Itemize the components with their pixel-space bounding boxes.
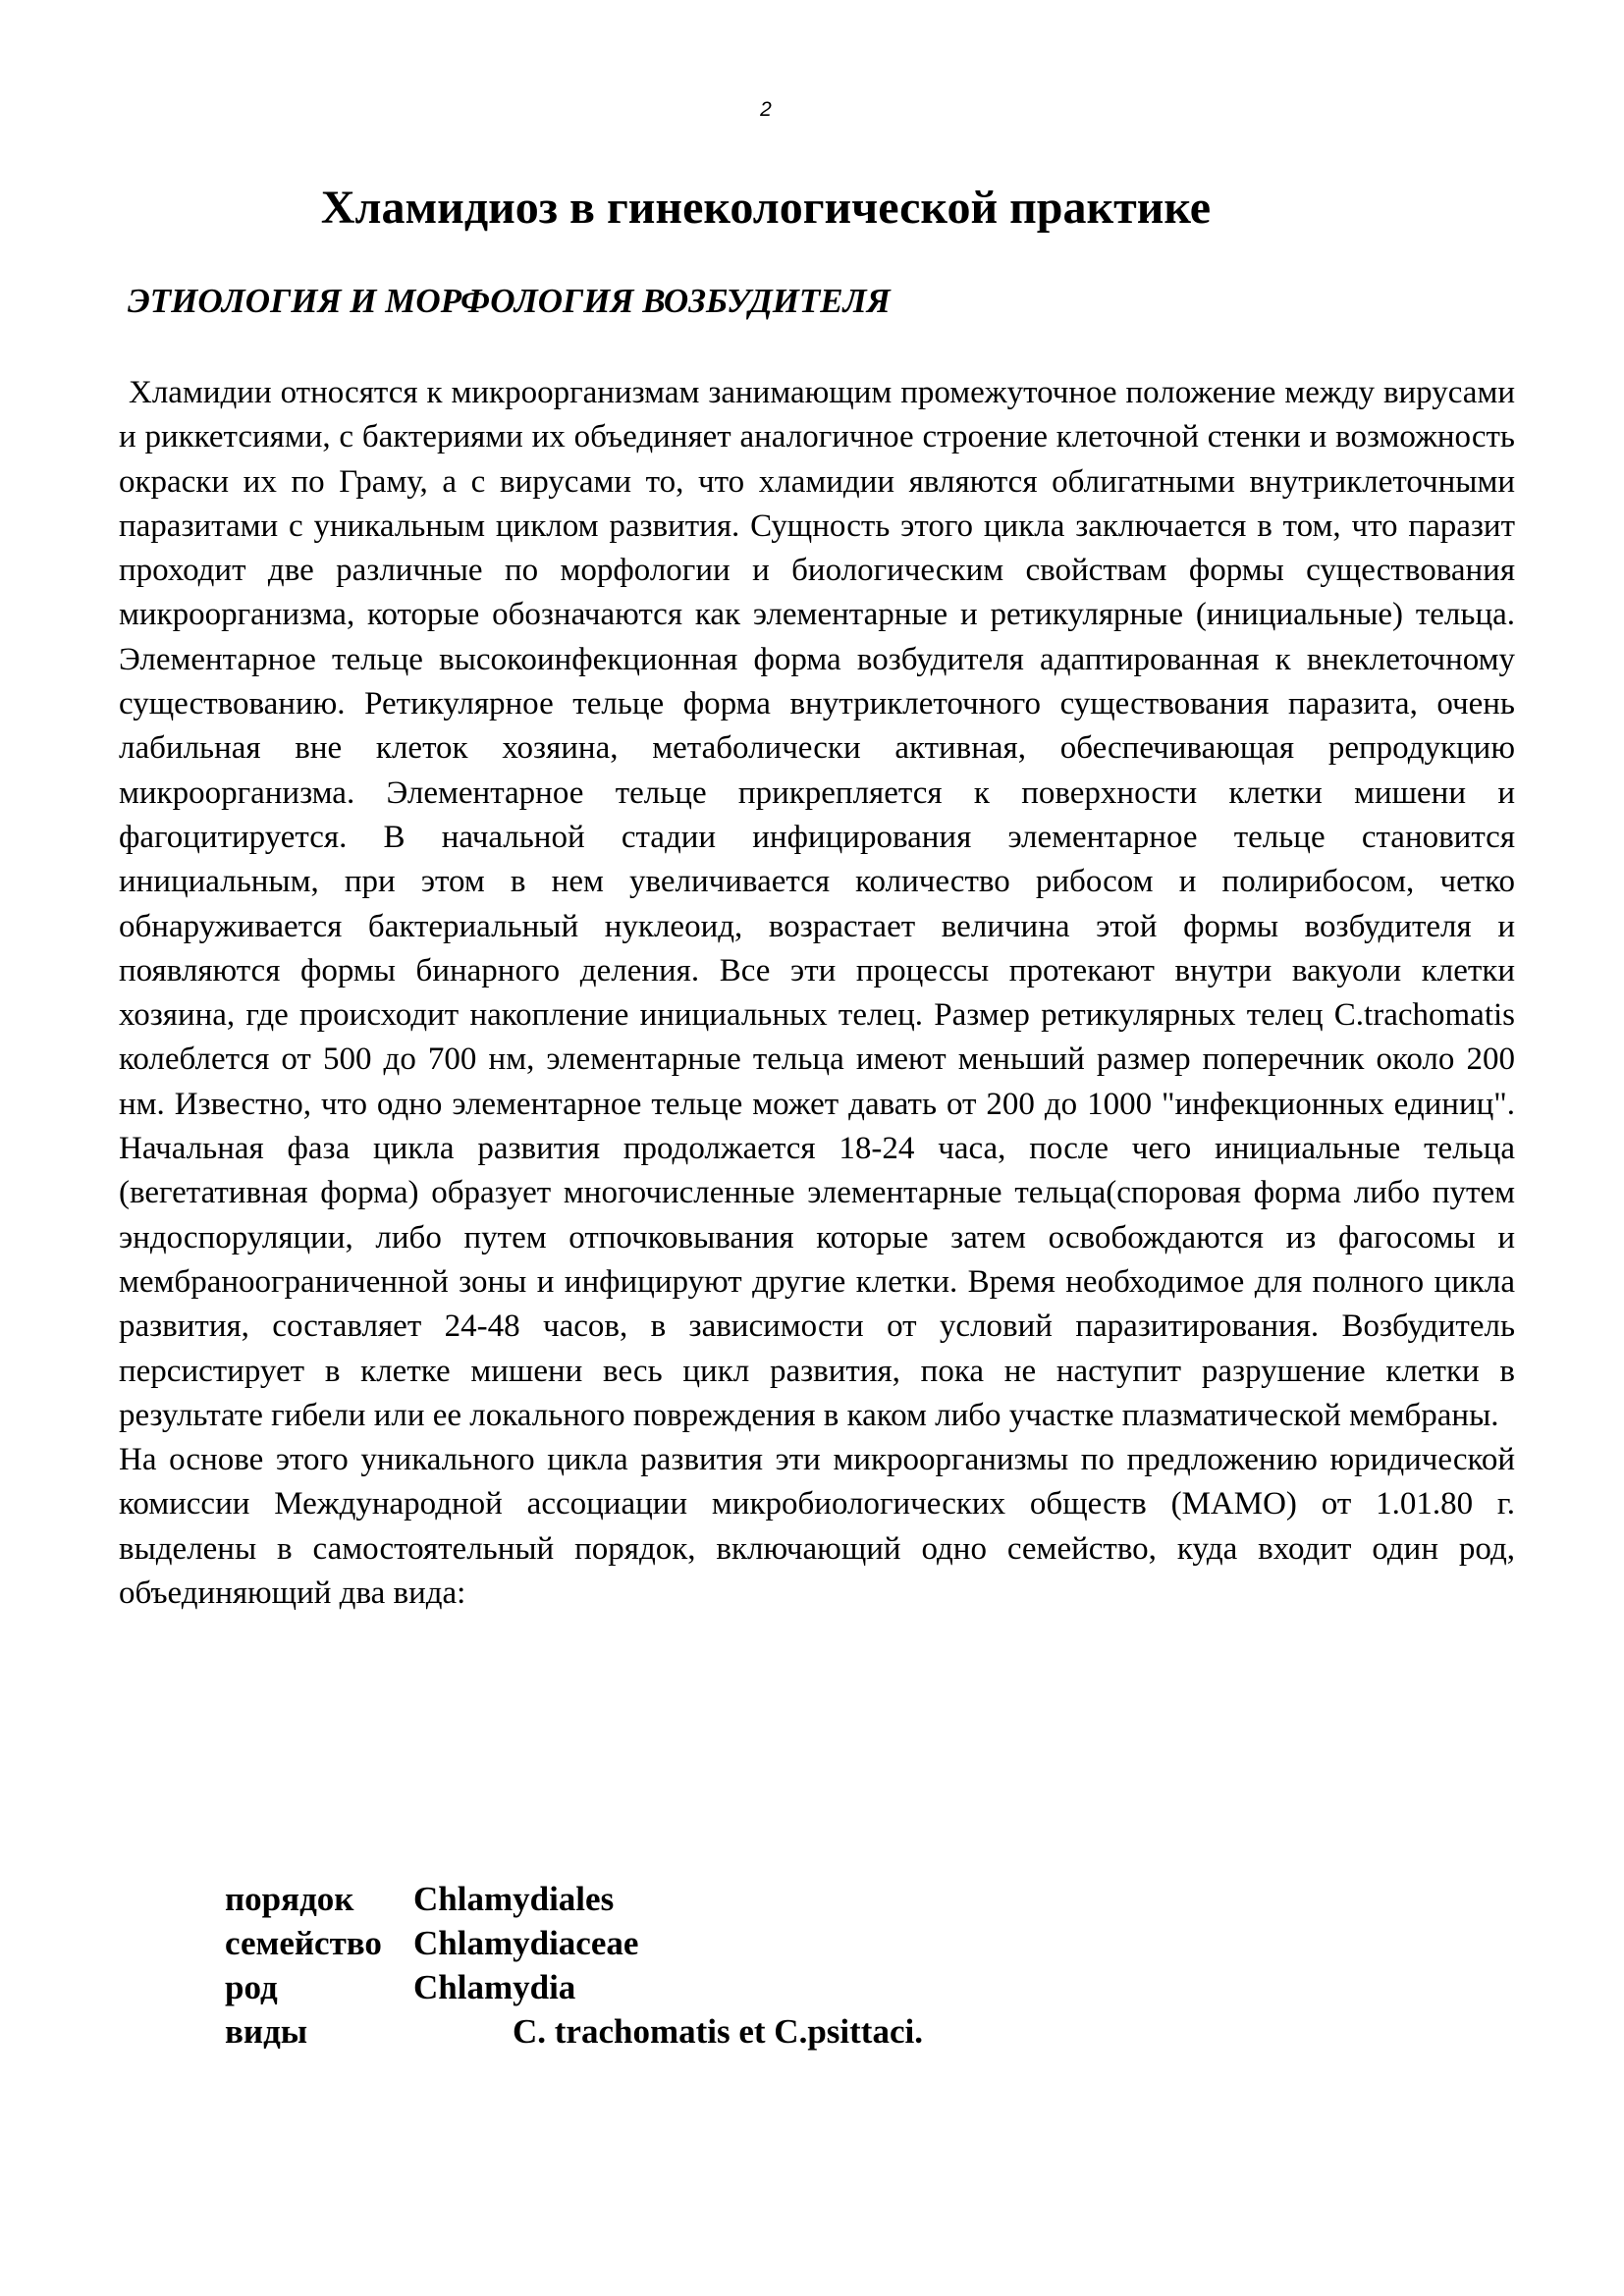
document-title: Хламидиоз в гинекологической практике — [320, 182, 1212, 234]
taxonomy-row-genus — [225, 1965, 923, 2009]
taxonomy-rank: семейство — [225, 1924, 382, 1962]
taxonomy-rank: виды — [225, 2012, 308, 2051]
paragraph-classification: На основе этого уникального цикла развития эти микроорганизмы по предложению юридической комиссии Международной ассоциации микробиологических обществ (МАМО) от 1.01.80 г. выделены в самостоятельный порядок, включающий одно семейство, куда входит один род, объединяющий два вида: — [119, 1442, 1515, 1612]
taxonomy-name: Chlamydiales — [413, 1880, 615, 1918]
taxonomy-row-family — [225, 1921, 923, 1965]
taxonomy-rank: род — [225, 1968, 278, 2006]
taxonomy-row-species — [225, 2009, 923, 2054]
taxonomy-name: C. trachomatis et C.psittaci. — [513, 2012, 923, 2051]
taxonomy-row-order — [225, 1877, 923, 1921]
taxonomy-rank: порядок — [225, 1880, 354, 1918]
section-heading: ЭТИОЛОГИЯ И МОРФОЛОГИЯ ВОЗБУДИТЕЛЯ — [128, 282, 891, 320]
taxonomy-name: Chlamydiaceae — [413, 1924, 639, 1962]
page-number: 2 — [760, 98, 772, 121]
paragraph-etiology: Хламидии относятся к микроорганизмам занимающим промежуточное положение между вирусами и риккетсиями, с бактериями их объединяет аналогичное строение клеточной стенки и возможность окраски их по Граму, а с вирусами то, что хламидии являются облигатными внутриклеточными паразитами с уникальным циклом развития. Сущность этого цикла заключается в том, что паразит проходит две различные по морфологии и биологическим свойствам формы существования микроорганизма, которые обозначаются как элементарные и ретикулярные (инициальные) тельца. Элементарное тельце высокоинфекционная форма возбудителя адаптированная к внеклеточному существованию. Ретикулярное тельце форма внутриклеточного существования паразита, очень лабильная вне клеток хозяина, метаболически активная, обеспечивающая репродукцию микроорганизма. Элементарное тельце прикрепляется к поверхности клетки мишени и фагоцитируется. В начальной стадии инфицирования элементарное тельце становится инициальным, при этом в нем увеличивается количество рибосом и полирибосом, четко обнаруживается бактериальный нуклеоид, возрастает величина этой формы возбудителя и появляются формы бинарного деления. Все эти процессы протекают внутри вакуоли клетки хозяина, где происходит накопление инициальных телец. Размер ретикулярных телец C.trachomatis колеблется от 500 до 700 нм, элементарные тельца имеют меньший размер поперечник около 200 нм. Известно, что одно элементарное тельце может давать от 200 до 1000 "инфекционных единиц". Начальная фаза цикла развития продолжается 18-24 часа, после чего инициальные тельца (вегетативная форма) образует многочисленные элементарные тельца(споровая форма либо путем эндоспоруляции, либо путем отпочковывания которые затем освобождаются из фагосомы и мембраноограниченной зоны и инфицируют другие клетки. Время необходимое для полного цикла развития, составляет 24-48 часов, в зависимости от условий паразитирования. Возбудитель персистирует в клетке мишени весь цикл развития, пока не наступит разрушение клетки в результате гибели или ее локального повреждения в каком либо участке плазматической мембраны. — [119, 375, 1515, 1433]
taxonomy-list — [225, 1877, 923, 2054]
body-text — [119, 371, 1515, 1616]
taxonomy-name: Chlamydia — [413, 1968, 576, 2006]
